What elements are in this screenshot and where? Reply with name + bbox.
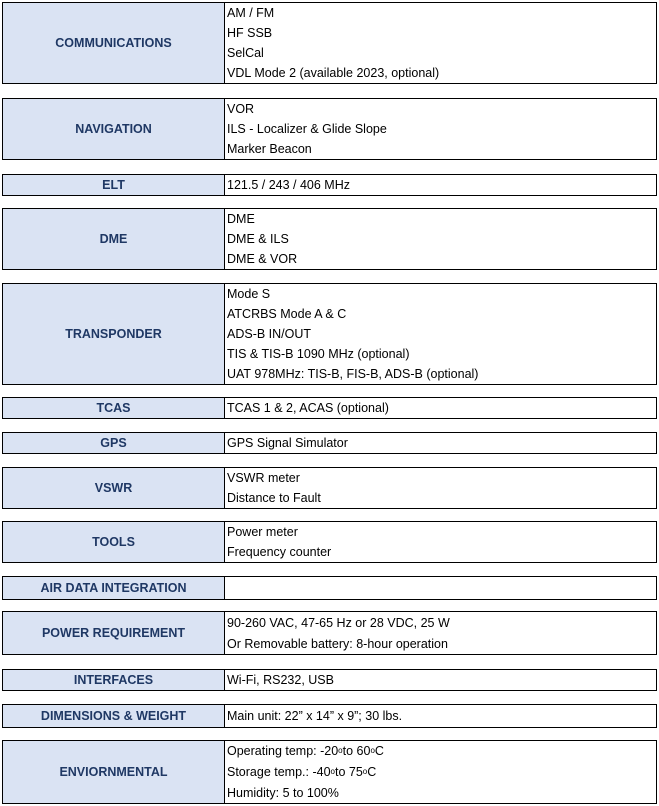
spec-row	[2, 283, 657, 385]
spec-value: Wi-Fi, RS232, USB	[227, 673, 334, 687]
spec-row	[2, 576, 657, 600]
spec-value: ADS-B IN/OUT	[227, 327, 312, 341]
spec-category-label: ELT	[3, 175, 225, 195]
spec-value: Distance to Fault	[227, 491, 321, 505]
spec-value: VDL Mode 2 (available 2023, optional)	[227, 66, 440, 80]
spec-value: Frequency counter	[227, 545, 332, 559]
spec-value: Marker Beacon	[227, 142, 312, 156]
spec-values	[225, 99, 656, 159]
spec-values	[225, 468, 656, 508]
spec-row	[2, 669, 657, 691]
spec-row	[2, 704, 657, 728]
spec-value: Or Removable battery: 8-hour operation	[227, 636, 448, 651]
spec-value: UAT 978MHz: TIS-B, FIS-B, ADS-B (optional)	[227, 367, 479, 381]
spec-value: Mode S	[227, 287, 271, 301]
spec-value: ATCRBS Mode A & C	[227, 307, 347, 321]
spec-value: DME & VOR	[227, 252, 298, 266]
spec-value: Operating temp: -20 o to 60 o C	[227, 744, 384, 759]
spec-value: VSWR meter	[227, 471, 300, 485]
spec-values	[225, 522, 656, 562]
spec-values	[225, 705, 656, 727]
spec-category-label: TRANSPONDER	[3, 284, 225, 384]
spec-category-label: DME	[3, 209, 225, 269]
spec-values	[225, 175, 656, 195]
spec-value: AM / FM	[227, 6, 275, 20]
spec-category-label: AIR DATA INTEGRATION	[3, 577, 225, 599]
spec-value: Humidity: 5 to 100%	[227, 785, 339, 800]
spec-value: Main unit: 22” x 14” x 9”; 30 lbs.	[227, 709, 403, 723]
spec-category-label: POWER REQUIREMENT	[3, 612, 225, 654]
spec-value: TCAS 1 & 2, ACAS (optional)	[227, 401, 389, 415]
spec-values	[225, 3, 656, 83]
spec-values	[225, 433, 656, 453]
spec-value: HF SSB	[227, 26, 273, 40]
spec-category-label: GPS	[3, 433, 225, 453]
spec-row	[2, 397, 657, 419]
spec-category-label: INTERFACES	[3, 670, 225, 690]
spec-row	[2, 521, 657, 563]
spec-value: Storage temp.: -40 o to 75 o C	[227, 765, 377, 779]
spec-row	[2, 467, 657, 509]
spec-values	[225, 284, 656, 384]
spec-value: DME	[227, 212, 255, 226]
spec-value: 90-260 VAC, 47-65 Hz or 28 VDC, 25 W	[227, 615, 450, 630]
spec-value: DME & ILS	[227, 232, 289, 246]
spec-category-label: COMMUNICATIONS	[3, 3, 225, 83]
spec-category-label: VSWR	[3, 468, 225, 508]
spec-value: SelCal	[227, 46, 264, 60]
spec-row	[2, 432, 657, 454]
spec-category-label: ENVIORNMENTAL	[3, 741, 225, 803]
spec-values	[225, 577, 656, 599]
spec-value: 121.5 / 243 / 406 MHz	[227, 178, 350, 192]
spec-category-label: DIMENSIONS & WEIGHT	[3, 705, 225, 727]
spec-category-label: NAVIGATION	[3, 99, 225, 159]
spec-category-label: TOOLS	[3, 522, 225, 562]
spec-value: ILS - Localizer & Glide Slope	[227, 122, 387, 136]
spec-values	[225, 209, 656, 269]
spec-values	[225, 670, 656, 690]
spec-row	[2, 174, 657, 196]
spec-row	[2, 208, 657, 270]
spec-value: GPS Signal Simulator	[227, 436, 348, 450]
spec-value: TIS & TIS-B 1090 MHz (optional)	[227, 347, 410, 361]
spec-values	[225, 398, 656, 418]
spec-category-label: TCAS	[3, 398, 225, 418]
spec-row	[2, 2, 657, 84]
spec-row	[2, 98, 657, 160]
spec-value: Power meter	[227, 525, 298, 539]
spec-values	[225, 612, 656, 654]
spec-values	[225, 741, 656, 803]
spec-value	[225, 577, 656, 599]
spec-row	[2, 740, 657, 804]
spec-value: VOR	[227, 102, 255, 116]
spec-row	[2, 611, 657, 655]
